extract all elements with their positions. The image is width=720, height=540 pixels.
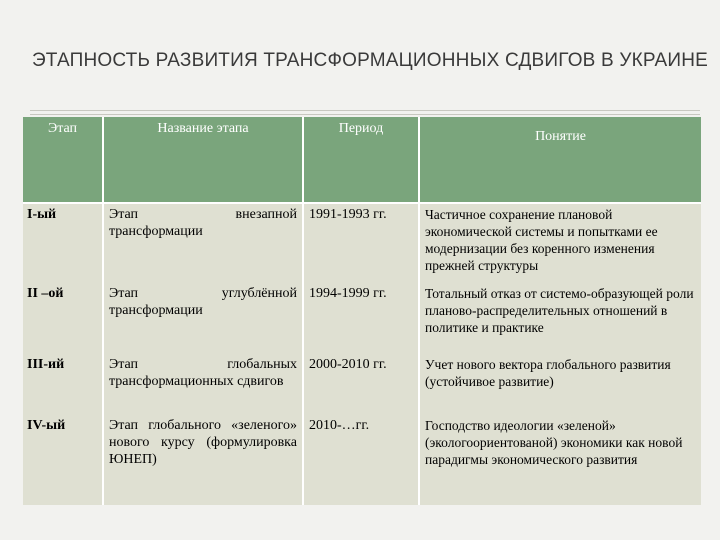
concept-cell: Частичное сохранение плановой экономической системы и попытками ее модернизации без коренного изменения прежней структуры [419, 203, 701, 282]
period-cell: 2010-…гг. [303, 414, 419, 505]
stages-table [23, 117, 701, 505]
concept-cell: Тотальный отказ от системо-образующей роли планово-распределительных отношений в политике и практике [419, 282, 701, 353]
stage-cell: I-ый [23, 203, 103, 282]
title-divider-lower [30, 114, 700, 115]
concept-cell: Господство идеологии «зеленой» (экологоориентованой) экономики как новой парадигмы экономического развития [419, 414, 701, 505]
table-row [23, 414, 701, 505]
title-divider [30, 110, 700, 111]
header-period: Период [303, 117, 419, 203]
stage-name-cell: Этап глобального «зеленого» нового курсу (формулировка ЮНЕП) [103, 414, 303, 505]
period-cell: 1991-1993 гг. [303, 203, 419, 282]
stage-name-cell: Этап глобальных трансформационных сдвигов [103, 353, 303, 414]
header-stage-name: Название этапа [103, 117, 303, 203]
period-cell: 2000-2010 гг. [303, 353, 419, 414]
header-stage: Этап [23, 117, 103, 203]
table-row [23, 282, 701, 353]
header-concept: Понятие [419, 117, 701, 203]
concept-cell: Учет нового вектора глобального развития (устойчивое развитие) [419, 353, 701, 414]
table-row [23, 203, 701, 282]
stage-cell: IV-ый [23, 414, 103, 505]
table-header-row [23, 117, 701, 203]
stage-cell: III-ий [23, 353, 103, 414]
table-row [23, 353, 701, 414]
stage-name-cell: Этап внезапной трансформации [103, 203, 303, 282]
stage-cell: II –ой [23, 282, 103, 353]
period-cell: 1994-1999 гг. [303, 282, 419, 353]
stage-name-cell: Этап углублённой трансформации [103, 282, 303, 353]
slide-title: ЭТАПНОСТЬ РАЗВИТИЯ ТРАНСФОРМАЦИОННЫХ СДВИГОВ В УКРАИНЕ [31, 50, 709, 71]
